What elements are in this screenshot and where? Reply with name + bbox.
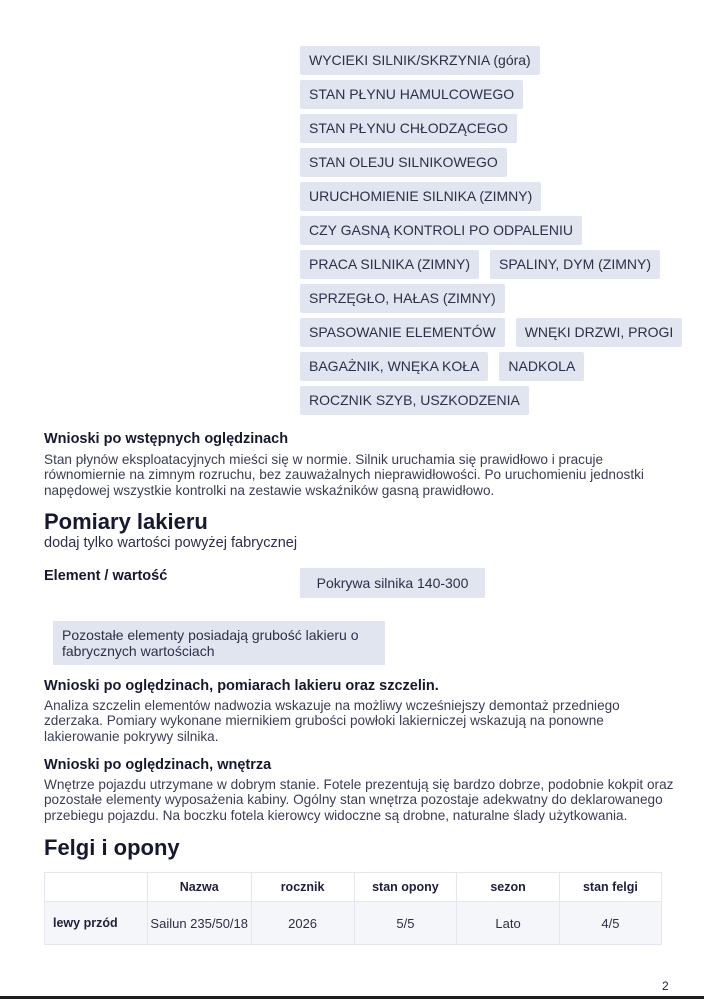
inspection-tags (300, 46, 674, 420)
inspection-tag: STAN OLEJU SILNIKOWEGO (300, 148, 507, 177)
inspection-tag: BAGAŻNIK, WNĘKA KOŁA (300, 352, 488, 381)
tire-season: Lato (457, 902, 560, 945)
gaps-conclusions-title: Wnioski po oględzinach, pomiarach lakieru oraz szczelin. (44, 678, 439, 694)
tag-row (300, 318, 674, 347)
paint-title: Pomiary lakieru (44, 509, 208, 534)
interior-conclusions-title: Wnioski po oględzinach, wnętrza (44, 757, 272, 773)
tag-row (300, 80, 660, 109)
tire-year: 2026 (251, 902, 354, 945)
gaps-conclusions-text: Analiza szczelin elementów nadwozia wskazuje na możliwy wcześniejszy demontaż przedniego zderzaka. Pomiary wykonane miernikiem grubości powłoki lakierniczej wskazują na ponowne lakierowanie pokrywy silnika. (44, 698, 620, 744)
inspection-tag: WNĘKI DRZWI, PROGI (516, 318, 683, 347)
interior-conclusions-text: Wnętrze pojazdu utrzymane w dobrym stanie. Fotele prezentują się bardzo dobrze, podobnie kokpit oraz pozostałe elementy wyposażenia kabiny. Ogólny stan wnętrza pozostaje adekwatny do deklarowanego przebiegu pojazdu. Na boczku fotela kierowcy widoczne są drobne, naturalne ślady użytkowania. (44, 777, 674, 823)
wheel-position: lewy przód (45, 902, 148, 945)
tag-row (300, 352, 660, 381)
inspection-tag: SPALINY, DYM (ZIMNY) (490, 250, 660, 279)
tag-row (300, 148, 660, 177)
inspection-tag: PRACA SILNIKA (ZIMNY) (300, 250, 479, 279)
rim-condition: 4/5 (559, 902, 661, 945)
inspection-tag: WYCIEKI SILNIK/SKRZYNIA (góra) (300, 46, 540, 75)
tag-row (300, 182, 660, 211)
table-row (45, 902, 662, 945)
header-tire-condition: stan opony (354, 873, 457, 902)
header-season: sezon (457, 873, 560, 902)
paint-note: Pozostałe elementy posiadają grubość lakieru o fabrycznych wartościach (53, 621, 385, 665)
header-empty (45, 873, 148, 902)
element-value-label: Element / wartość (44, 568, 168, 584)
inspection-tag: CZY GASNĄ KONTROLI PO ODPALENIU (300, 216, 582, 245)
tag-row (300, 284, 660, 313)
wheels-table (44, 872, 662, 945)
paint-subtitle: dodaj tylko wartości powyżej fabrycznej (44, 535, 298, 551)
table-header-row (45, 873, 662, 902)
inspection-tag: SPASOWANIE ELEMENTÓW (300, 318, 505, 347)
initial-conclusions-text: Stan płynów eksploatacyjnych mieści się w normie. Silnik uruchamia się prawidłowo i pracuje równomiernie na zimnym rozruchu, bez zauważalnych nieprawidłowości. Po uruchomieniu jednostki napędowej wszystkie kontrolki na zestawie wskaźników gasną prawidłowo. (44, 452, 644, 498)
tag-row (300, 216, 660, 245)
inspection-tag: STAN PŁYNU HAMULCOWEGO (300, 80, 523, 109)
inspection-tag: NADKOLA (499, 352, 584, 381)
tire-name: Sailun 235/50/18 (147, 902, 251, 945)
tag-row (300, 46, 660, 75)
page-number: 2 (662, 979, 669, 993)
inspection-tag: STAN PŁYNU CHŁODZĄCEGO (300, 114, 517, 143)
initial-conclusions-title: Wnioski po wstępnych oględzinach (44, 431, 289, 447)
inspection-tag: SPRZĘGŁO, HAŁAS (ZIMNY) (300, 284, 505, 313)
inspection-tag: URUCHOMIENIE SILNIKA (ZIMNY) (300, 182, 541, 211)
wheels-title: Felgi i opony (44, 835, 180, 860)
tag-row (300, 250, 660, 279)
tire-condition: 5/5 (354, 902, 457, 945)
paint-element-value: Pokrywa silnika 140-300 (300, 568, 485, 598)
tag-row (300, 114, 660, 143)
inspection-tag: ROCZNIK SZYB, USZKODZENIA (300, 386, 529, 415)
header-rim-condition: stan felgi (559, 873, 661, 902)
header-name: Nazwa (147, 873, 251, 902)
tag-row (300, 386, 660, 415)
header-year: rocznik (251, 873, 354, 902)
